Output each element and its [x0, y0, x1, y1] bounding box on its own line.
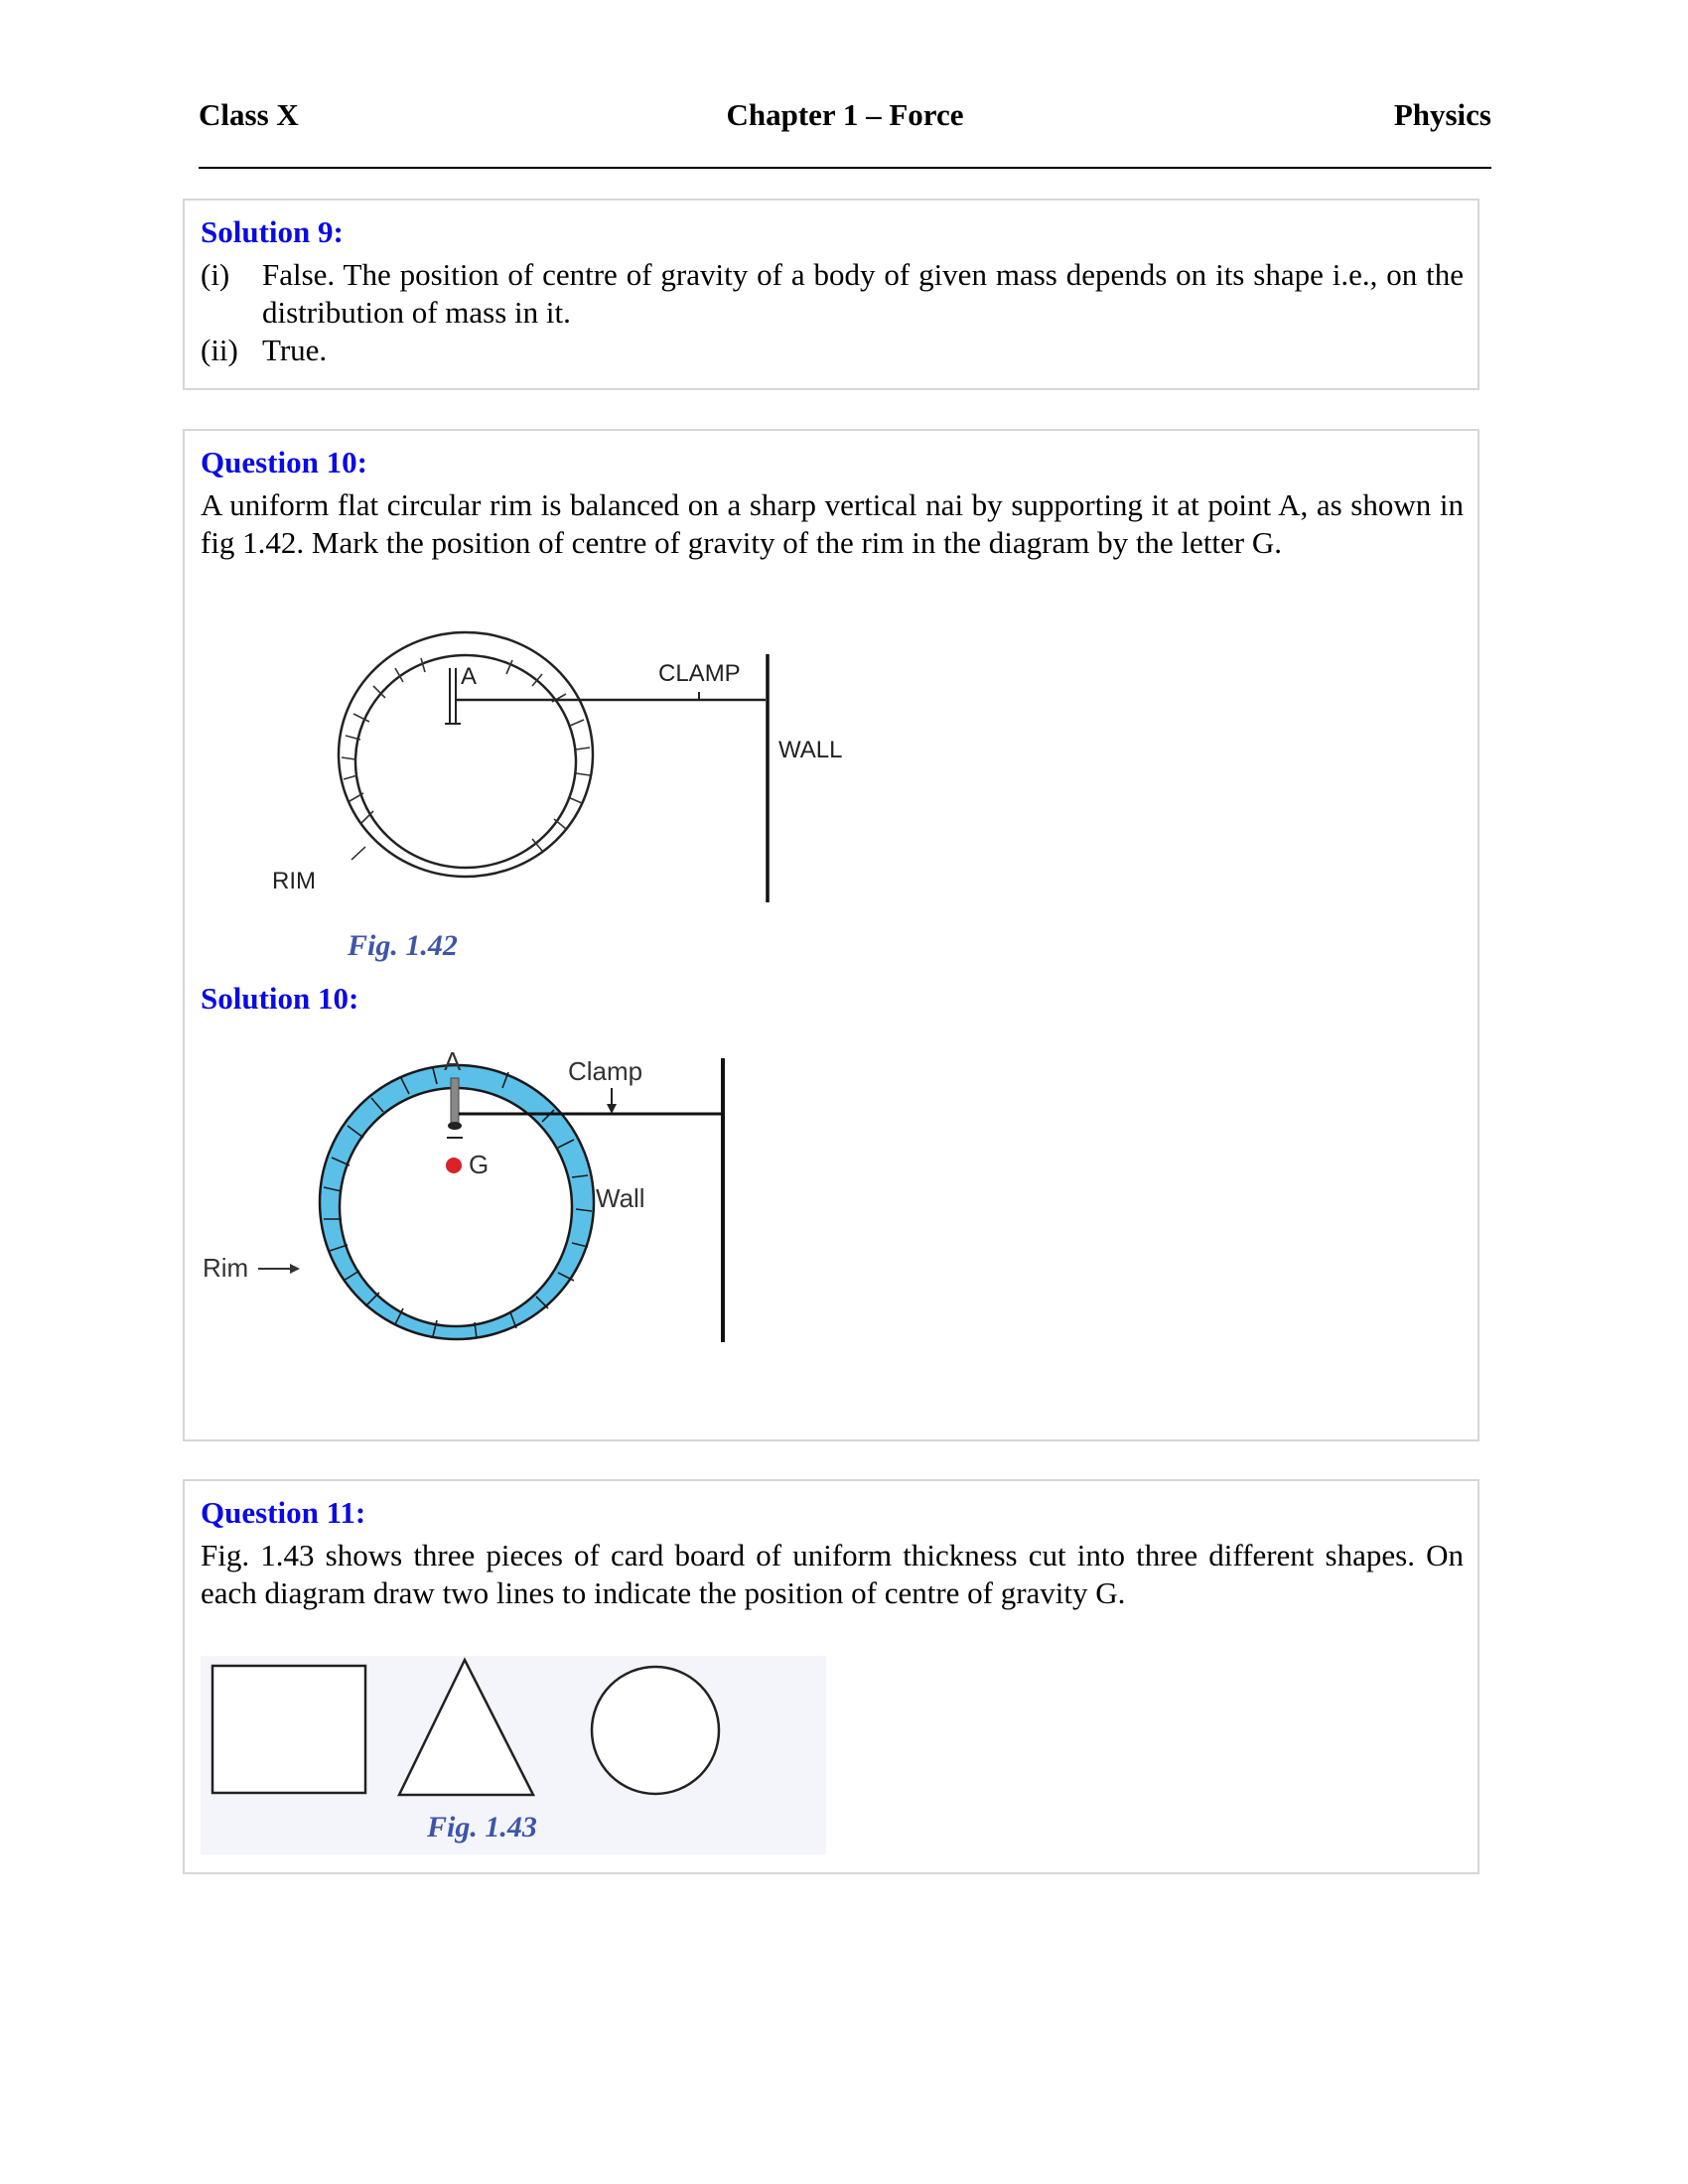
header-rule: [199, 167, 1491, 169]
label-rim: RIM: [272, 868, 316, 894]
label-g: G: [469, 1150, 490, 1179]
item-text: False. The position of centre of gravity of a body of given mass depends on its shape i.e., on the distribution of mass in it.: [262, 257, 1464, 330]
figure-1-42-caption: Fig. 1.42: [348, 929, 458, 962]
solution-9-heading: Solution 9:: [201, 214, 344, 249]
figure-1-42: [224, 654, 843, 907]
label-clamp: CLAMP: [658, 660, 741, 687]
label-wall: WALL: [778, 737, 843, 763]
figure-solution-10: [199, 1048, 755, 1346]
nail: [451, 1078, 459, 1124]
item-number: (ii): [201, 333, 238, 367]
page-header: [199, 97, 1491, 141]
rim-arrowhead: [290, 1264, 300, 1274]
question-11-text: Fig. 1.43 shows three pieces of card board of uniform thickness cut into three different shapes. On each diagram draw two lines to indicate the position of centre of gravity G.: [201, 1538, 1464, 1610]
label-wall: Wall: [596, 1183, 645, 1213]
label-a: A: [444, 1046, 462, 1076]
label-rim: Rim: [203, 1253, 249, 1283]
rim-pointer: [352, 847, 365, 860]
item-text: True.: [262, 333, 328, 367]
figure-1-43-caption: Fig. 1.43: [427, 1811, 537, 1843]
label-a: A: [461, 663, 478, 690]
header-subject: Physics: [1393, 97, 1491, 132]
item-number: (i): [201, 257, 230, 292]
solution-9-box: [183, 199, 1479, 390]
header-chapter: Chapter 1 – Force: [726, 97, 964, 132]
question-10-box: [183, 429, 1479, 1441]
circle-shape: [592, 1667, 719, 1794]
question-11-heading: Question 11:: [201, 1495, 366, 1530]
question-10-heading: Question 10:: [201, 445, 367, 479]
nail-head: [448, 1122, 462, 1130]
g-point: [446, 1158, 462, 1173]
solution-10-heading: Solution 10:: [201, 981, 359, 1016]
label-clamp: Clamp: [568, 1056, 643, 1086]
square-shape: [212, 1666, 365, 1793]
nail: [445, 668, 461, 724]
question-11-box: [183, 1479, 1479, 1874]
question-10-text: A uniform flat circular rim is balanced on a sharp vertical nai by supporting it at point A, as shown in fig 1.42. Mark the position of centre of gravity of the rim in the diagram by the letter G.: [201, 487, 1464, 560]
header-class: Class X: [199, 97, 299, 132]
